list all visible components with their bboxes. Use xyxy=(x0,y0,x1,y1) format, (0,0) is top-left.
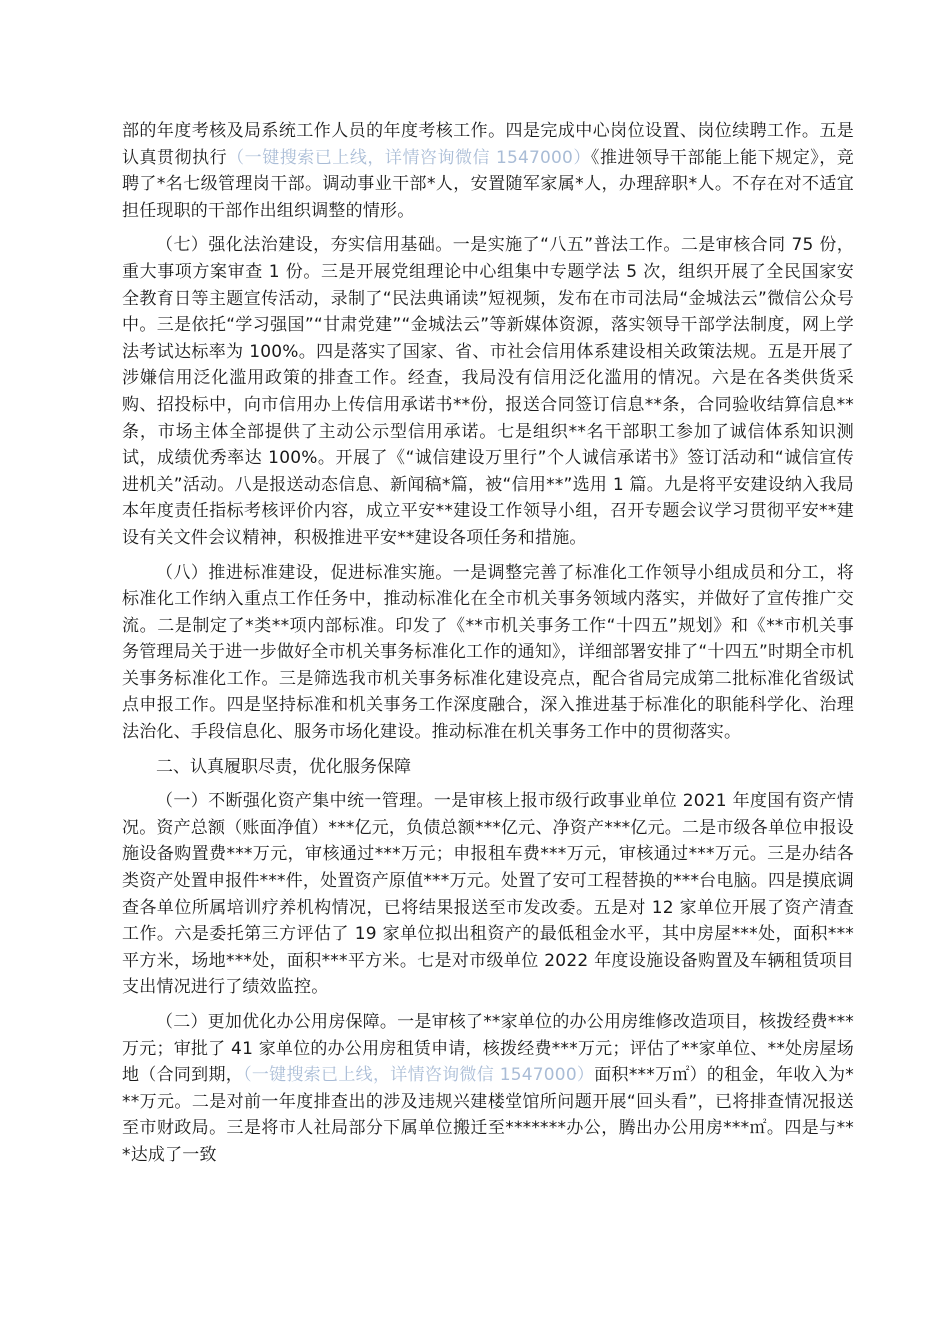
section-heading xyxy=(122,754,854,781)
paragraph-office-housing xyxy=(122,1009,854,1169)
paragraph-text: 部的年度考核及局系统工作人员的年度考核工作。四是完成中心岗位设置、岗位续聘工作。五是认真贯彻执行 xyxy=(122,121,854,168)
paragraph-standards xyxy=(122,560,854,746)
paragraph-text: （一）不断强化资产集中统一管理。一是审核上报市级行政事业单位 2021 年度国有资产情况。资产总额（账面净值）***亿元，负债总额***亿元、净资产***亿元。二是市级各单位申报设施设备购置费***万元，审核通过***万元；申报租车费***万元，审核通过***万元。三是办结各类资产处置申报件***件，处置资产原值***万元。处置了安可工程替换的***台电脑。四是摸底调查各单位所属培训疗养机构情况，已将结果报送至市发改委。五是对 12 家单位开展了资产清查工作。六是委托第三方评估了 19 家单位拟出租资产的最低租金水平，其中房屋***处，面积***平方米，场地***处，面积***平方米。七是对市级单位 2022 年度设施设备购置及车辆租赁项目支出情况进行了绩效监控。 xyxy=(122,791,854,998)
document-page xyxy=(122,118,854,1177)
paragraph-rule-of-law xyxy=(122,232,854,551)
search-promo-watermark: （一键搜索已上线，详情咨询微信 1547000） xyxy=(227,147,591,168)
paragraph-text: 《推进领导干部能上能下规定》，竞聘了*名七级管理岗干部。调动事业干部*人，安置随军家属*人，办理辞职*人。不存在对不适宜担任现职的干部作出组织调整的情形。 xyxy=(122,147,854,221)
paragraph-text: （二）更加优化办公用房保障。一是审核了**家单位的办公用房维修改造项目，核拨经费***万元；审批了 41 家单位的办公用房租赁申请，核拨经费***万元；评估了**家单位、**处房屋场地（合同到期， xyxy=(122,1012,854,1086)
paragraph-text: 面积***万㎡）的租金，年收入为***万元。二是对前一年度排查出的涉及违规兴建楼堂馆所问题开展“回头看”，已将排查情况报送至市财政局。三是将市人社局部分下属单位搬迁至*******办公，腾出办公用房***㎡。四是与***达成了一致 xyxy=(122,1065,854,1165)
paragraph-text: （七）强化法治建设，夯实信用基础。一是实施了“八五”普法工作。二是审核合同 75 份，重大事项方案审查 1 份。三是开展党组理论中心组集中专题学法 5 次，组织开展了全民国家安全教育日等主题宣传活动，录制了“民法典诵读”短视频，发布在市司法局“金城法云”微信公众号中。三是依托“学习强国”“甘肃党建”“金城法云”等新媒体资源，落实领导干部学法制度，网上学法考试达标率为 100%。四是落实了国家、省、市社会信用体系建设相关政策法规。五是开展了涉嫌信用泛化滥用政策的排查工作。经查，我局没有信用泛化滥用的情况。六是在各类供货采购、招投标中，向市信用办上传信用承诺书**份，报送合同签订信息**条，合同验收结算信息**条，市场主体全部提供了主动公示型信用承诺。七是组织**名干部职工参加了诚信体系知识测试，成绩优秀率达 100%。开展了《“诚信建设万里行”个人诚信承诺书》签订活动和“诚信宣传进机关”活动。八是报送动态信息、新闻稿*篇，被“信用**”选用 1 篇。九是将平安建设纳入我局本年度责任指标考核评价内容，成立平安**建设工作领导小组，召开专题会议学习贯彻平安**建设有关文件会议精神，积极推进平安**建设各项任务和措施。 xyxy=(122,235,854,548)
search-promo-watermark: （一键搜索已上线，详情咨询微信 1547000） xyxy=(243,1065,595,1086)
paragraph-asset-management xyxy=(122,788,854,1001)
paragraph-text: （八）推进标准建设，促进标准实施。一是调整完善了标准化工作领导小组成员和分工，将标准化工作纳入重点工作任务中，推动标准化在全市机关事务领域内落实，并做好了宣传推广交流。二是制定了*类**项内部标准。印发了《**市机关事务工作“十四五”规划》和《**市机关事务管理局关于进一步做好全市机关事务标准化工作的通知》，详细部署安排了“十四五”时期全市机关事务标准化工作。三是筛选我市机关事务标准化建设亮点，配合省局完成第二批标准化省级试点申报工作。四是坚持标准和机关事务工作深度融合，深入推进基于标准化的职能科学化、治理法治化、手段信息化、服务市场化建设。推动标准在机关事务工作中的贯彻落实。 xyxy=(122,562,854,743)
paragraph-assessment xyxy=(122,118,854,224)
heading-text: 二、认真履职尽责，优化服务保障 xyxy=(156,756,411,777)
